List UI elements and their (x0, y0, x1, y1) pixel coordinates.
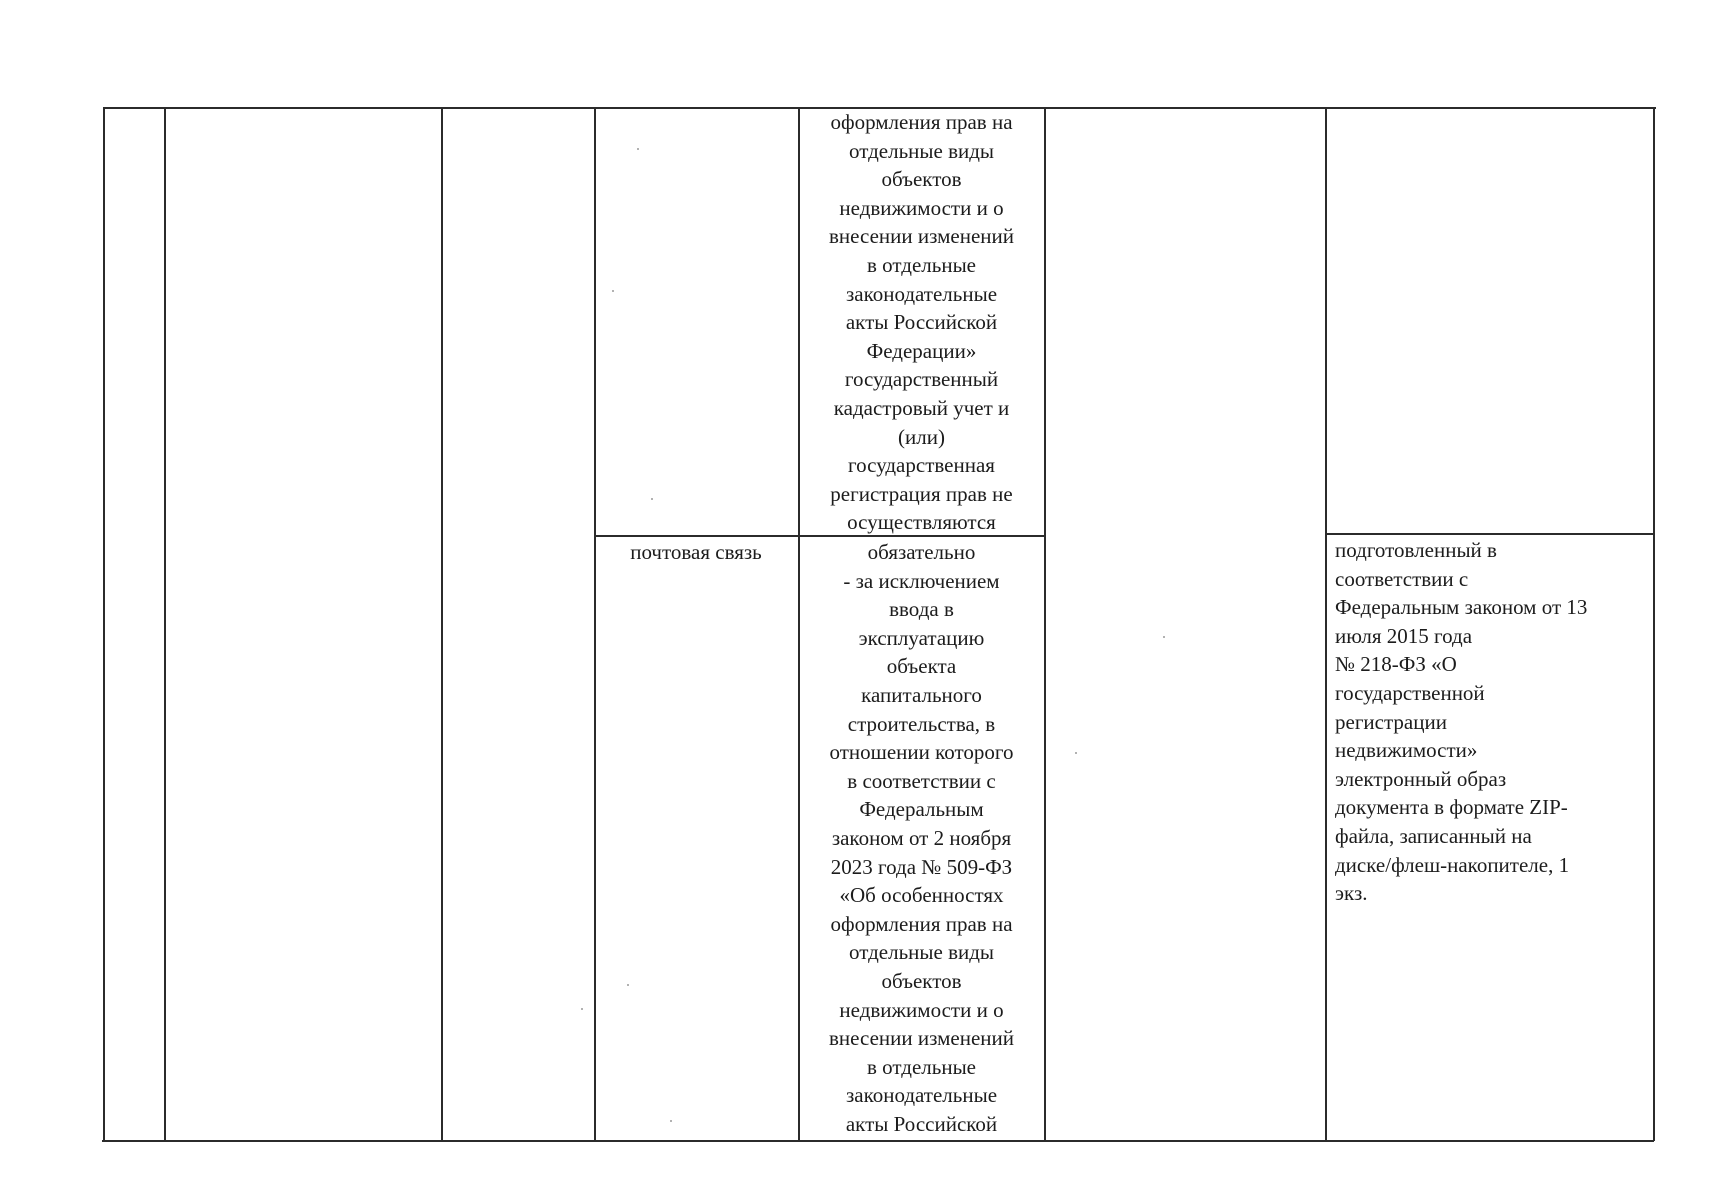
column-divider-6 (1325, 107, 1327, 1141)
row2-legal-basis-cell: обязательно - за исключением ввода в эксплуатацию объекта капитального строительства, в отношении которого в соответствии с Федеральным законом от 2 ноября 2023 года № 509-ФЗ «Об особенностях оформления прав на отдельные виды объектов недвижимости и о внесении изменений в отдельные законодательные акты Российской (829, 540, 1014, 1136)
row-separator-right (1325, 533, 1654, 535)
scan-speck (612, 290, 614, 292)
scan-speck (651, 498, 653, 500)
scan-speck (627, 984, 629, 986)
scan-speck (1075, 752, 1077, 754)
row1-legal-basis-cell: оформления прав на отдельные виды объектов недвижимости и о внесении изменений в отдельные законодательные акты Российской Федерации» государственный кадастровый учет и (или) государственная регистрация прав не осуществляются (829, 110, 1014, 535)
table-left-border (103, 107, 105, 1141)
table-bottom-border (102, 1140, 1654, 1142)
table-right-border (1653, 107, 1655, 1141)
row2-method-cell: почтовая связь (630, 540, 762, 564)
column-divider-3 (594, 107, 596, 1141)
row2-format-cell: подготовленный в соответствии с Федеральным законом от 13 июля 2015 года № 218-ФЗ «О государственной регистрации недвижимости» электронный образ документа в формате ZIP- файла, записанный на диске/флеш-накопителе, 1 экз. (1335, 538, 1588, 906)
scan-speck (670, 1120, 672, 1122)
column-divider-1 (164, 107, 166, 1141)
column-divider-2 (441, 107, 443, 1141)
scan-speck (637, 148, 639, 150)
scan-speck (1163, 636, 1165, 638)
column-divider-5 (1044, 107, 1046, 1141)
scan-speck (581, 1008, 583, 1010)
